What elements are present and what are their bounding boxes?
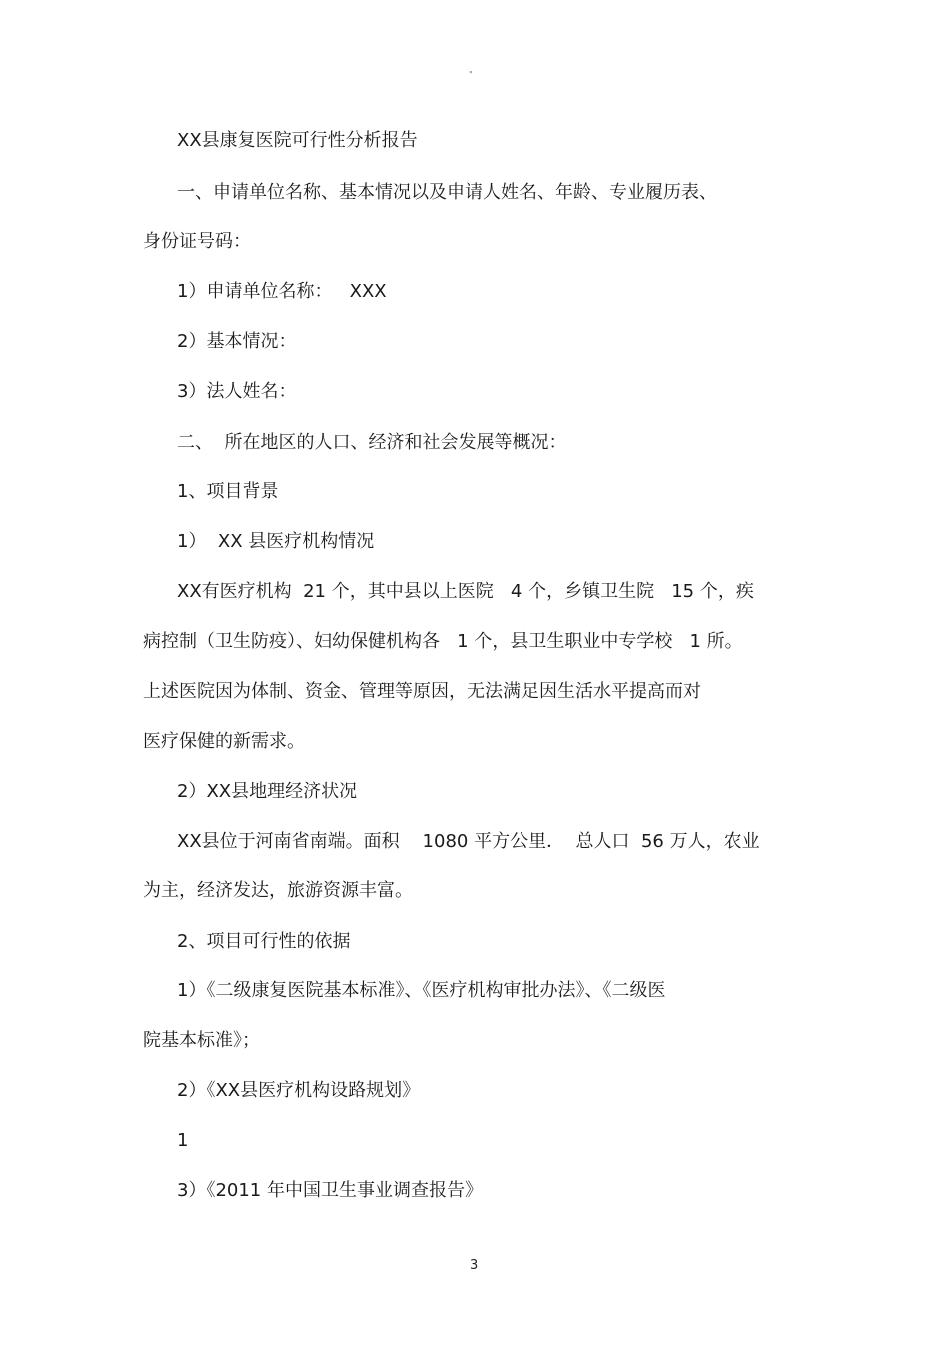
top-mark: " bbox=[469, 70, 473, 79]
page-number: 3 bbox=[470, 1258, 479, 1273]
paragraph-line: 上述医院因为体制、资金、管理等原因，无法满足因生活水平提高而对 bbox=[143, 681, 701, 702]
paragraph-line: 医疗保健的新需求。 bbox=[143, 731, 305, 752]
list-item-basic-info: 2）基本情况： bbox=[177, 331, 297, 352]
paragraph-line: XX县位于河南省南端。面积 1080 平方公里． 总人口 56 万人，农业 bbox=[177, 831, 760, 852]
basis-item-2: 2）《XX县医疗机构设路规划》 bbox=[177, 1080, 421, 1101]
basis-item-1-cont: 院基本标准》； bbox=[143, 1030, 260, 1051]
paragraph-line: XX有医疗机构 21 个，其中县以上医院 4 个，乡镇卫生院 15 个，疾 bbox=[177, 581, 754, 602]
subheading-geography-economy: 2）XX县地理经济状况 bbox=[177, 781, 358, 802]
list-item-legal-person: 3）法人姓名： bbox=[177, 381, 297, 402]
paragraph-line: 病控制（卫生防疫）、妇幼保健机构各 1 个，县卫生职业中专学校 1 所。 bbox=[143, 631, 743, 652]
stray-number: 1 bbox=[177, 1130, 189, 1151]
subheading-medical-institutions: 1） XX 县医疗机构情况 bbox=[177, 531, 375, 552]
list-item-applicant-name: 1）申请单位名称： XXX bbox=[177, 281, 387, 302]
section-heading-2: 二、 所在地区的人口、经济和社会发展等概况： bbox=[177, 432, 567, 453]
section-heading-1: 一、申请单位名称、基本情况以及申请人姓名、年龄、专业履历表、 bbox=[177, 182, 717, 203]
subsection-project-background: 1、项目背景 bbox=[177, 481, 279, 502]
basis-item-1: 1）《二级康复医院基本标准》、《医疗机构审批办法》、《二级医 bbox=[177, 980, 666, 1001]
section-heading-1-cont: 身份证号码： bbox=[143, 231, 251, 252]
document-title: XX县康复医院可行性分析报告 bbox=[177, 130, 418, 151]
subsection-feasibility-basis: 2、项目可行性的依据 bbox=[177, 931, 351, 952]
paragraph-line: 为主，经济发达，旅游资源丰富。 bbox=[143, 880, 413, 901]
basis-item-3: 3）《2011 年中国卫生事业调查报告》 bbox=[177, 1180, 483, 1201]
